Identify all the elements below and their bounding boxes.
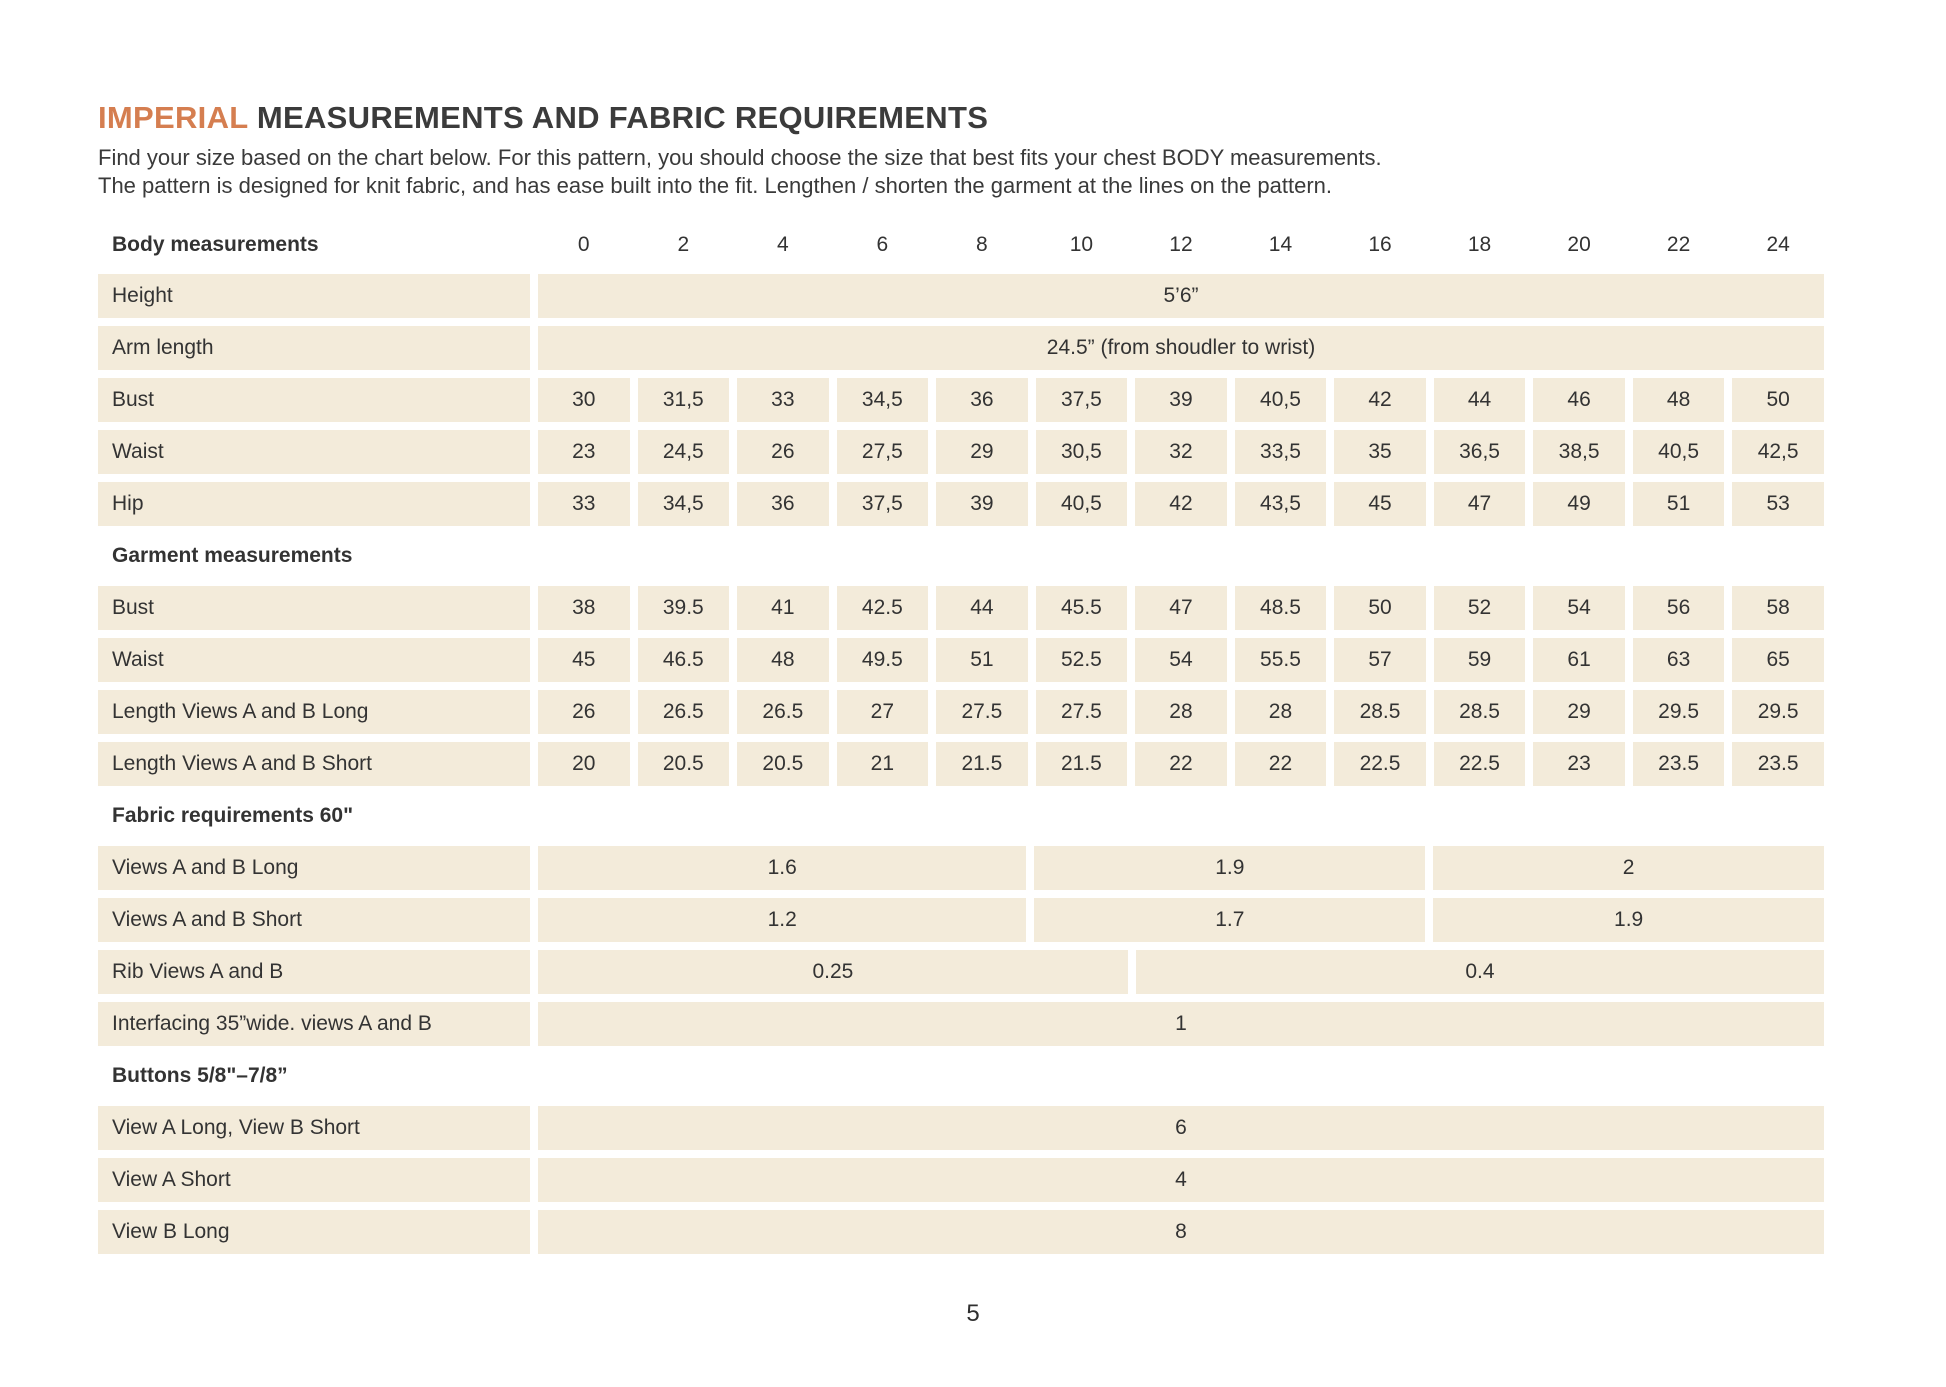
value-cell: 45: [1334, 482, 1426, 526]
value-cell: 32: [1135, 430, 1227, 474]
merged-value-cell: 24.5” (from shoudler to wrist): [538, 326, 1824, 370]
row-view-b-long: [98, 1210, 1824, 1254]
size-col-header: 6: [876, 233, 889, 256]
value-cell: 50: [1334, 586, 1426, 630]
value-cell: 37,5: [1036, 378, 1128, 422]
value-cell: 22: [1235, 742, 1327, 786]
value-cell: 28.5: [1334, 690, 1426, 734]
row-interfacing: [98, 1002, 1824, 1046]
value-cell: 51: [936, 638, 1028, 682]
value-cell: 49: [1533, 482, 1625, 526]
value-cell: 47: [1135, 586, 1227, 630]
value-cell: 29.5: [1732, 690, 1824, 734]
size-col-header: 16: [1368, 233, 1392, 256]
content: [98, 100, 1824, 1262]
merged-value-cell: 8: [538, 1210, 1824, 1254]
row-label: Bust: [98, 378, 530, 422]
value-cell: 47: [1434, 482, 1526, 526]
value-cell: 28: [1235, 690, 1327, 734]
intro-line-2: The pattern is designed for knit fabric, and has ease built into the fit. Lengthen / shorten the garment at the lines on the pattern.: [98, 173, 1332, 198]
row-label: Waist: [98, 638, 530, 682]
merged-value-cell: 1.9: [1034, 846, 1425, 890]
header-label: Body measurements: [112, 233, 319, 256]
value-cell: 59: [1434, 638, 1526, 682]
row-label: Hip: [98, 482, 530, 526]
merged-value-cell: 1.9: [1433, 898, 1824, 942]
value-cell: 55.5: [1235, 638, 1327, 682]
value-cell: 22.5: [1334, 742, 1426, 786]
value-cell: 33: [538, 482, 630, 526]
value-cell: 38: [538, 586, 630, 630]
value-cell: 23: [1533, 742, 1625, 786]
size-col-header: 18: [1467, 233, 1492, 256]
value-cell: 48.5: [1235, 586, 1327, 630]
size-col-header: 24: [1766, 233, 1790, 256]
size-header-cells: [538, 233, 1824, 257]
section-heading-fabric: Fabric requirements 60": [112, 804, 354, 827]
value-cell: 48: [1633, 378, 1725, 422]
value-cell: 20.5: [737, 742, 829, 786]
value-cell: 26.5: [638, 690, 730, 734]
size-col-header: 4: [776, 233, 789, 256]
value-cell: 52.5: [1036, 638, 1128, 682]
value-cell: 34,5: [638, 482, 730, 526]
row-buttons-a-long-b-short: [98, 1106, 1824, 1150]
value-cell: 28: [1135, 690, 1227, 734]
value-cell: 40,5: [1036, 482, 1128, 526]
value-cell: 35: [1334, 430, 1426, 474]
value-cell: 40,5: [1633, 430, 1725, 474]
row-view-a-short: [98, 1158, 1824, 1202]
value-cell: 42,5: [1732, 430, 1824, 474]
row-bust-body: [98, 378, 1824, 422]
row-length-long: [98, 690, 1824, 734]
value-cell: 54: [1135, 638, 1227, 682]
value-cell: 50: [1732, 378, 1824, 422]
value-cell: 41: [737, 586, 829, 630]
value-cell: 37,5: [837, 482, 929, 526]
value-cell: 26: [737, 430, 829, 474]
merged-value-cell: 0.25: [538, 950, 1128, 994]
merged-value-cell: 4: [538, 1158, 1824, 1202]
value-cell: 27: [837, 690, 929, 734]
value-cell: 26: [538, 690, 630, 734]
row-label: View B Long: [98, 1210, 530, 1254]
row-bust-garment: [98, 586, 1824, 630]
row-label: Waist: [98, 430, 530, 474]
size-col-header: 22: [1666, 233, 1691, 256]
page-title-rest: MEASUREMENTS AND FABRIC REQUIREMENTS: [256, 100, 989, 135]
row-hip: [98, 482, 1824, 526]
value-cell: 49.5: [837, 638, 929, 682]
value-cell: 20.5: [638, 742, 730, 786]
row-label: Views A and B Short: [98, 898, 530, 942]
value-cell: 38,5: [1533, 430, 1625, 474]
value-cell: 23.5: [1732, 742, 1824, 786]
value-cell: 58: [1732, 586, 1824, 630]
value-cell: 44: [936, 586, 1028, 630]
value-cell: 22.5: [1434, 742, 1526, 786]
row-label: Length Views A and B Short: [98, 742, 530, 786]
value-cell: 21.5: [1036, 742, 1128, 786]
value-cell: 33,5: [1235, 430, 1327, 474]
size-table: [98, 226, 1824, 1254]
value-cell: 43,5: [1235, 482, 1327, 526]
row-waist-garment: [98, 638, 1824, 682]
size-col-header: 0: [577, 233, 590, 256]
value-cell: 51: [1633, 482, 1725, 526]
value-cell: 27,5: [837, 430, 929, 474]
value-cell: 21.5: [936, 742, 1028, 786]
row-waist-body: [98, 430, 1824, 474]
value-cell: 29: [936, 430, 1028, 474]
value-cell: 46.5: [638, 638, 730, 682]
value-cell: 36: [936, 378, 1028, 422]
value-cell: 21: [837, 742, 929, 786]
row-label: Views A and B Long: [98, 846, 530, 890]
value-cell: 42: [1334, 378, 1426, 422]
value-cell: 20: [538, 742, 630, 786]
row-rib: [98, 950, 1824, 994]
page-title: [98, 100, 1824, 136]
value-cell: 26.5: [737, 690, 829, 734]
section-heading-garment: Garment measurements: [112, 544, 353, 567]
value-cell: 30,5: [1036, 430, 1128, 474]
row-label: Height: [98, 274, 530, 318]
value-cell: 42: [1135, 482, 1227, 526]
row-label: Interfacing 35”wide. views A and B: [98, 1002, 530, 1046]
page-number: 5: [966, 1300, 980, 1327]
size-col-header: 14: [1268, 233, 1293, 256]
value-cell: 29: [1533, 690, 1625, 734]
value-cell: 54: [1533, 586, 1625, 630]
value-cell: 53: [1732, 482, 1824, 526]
row-label: Rib Views A and B: [98, 950, 530, 994]
value-cell: 48: [737, 638, 829, 682]
merged-value-cell: 1.6: [538, 846, 1026, 890]
value-cell: 42.5: [837, 586, 929, 630]
value-cell: 23: [538, 430, 630, 474]
value-cell: 63: [1633, 638, 1725, 682]
row-label: View A Long, View B Short: [98, 1106, 530, 1150]
row-views-long: [98, 846, 1824, 890]
size-col-header: 8: [976, 233, 988, 256]
value-cell: 44: [1434, 378, 1526, 422]
row-views-short: [98, 898, 1824, 942]
size-col-header: 12: [1169, 233, 1193, 256]
page-title-highlight: IMPERIAL: [98, 100, 248, 135]
merged-value-cell: 1: [538, 1002, 1824, 1046]
value-cell: 45: [538, 638, 630, 682]
header-row: [98, 226, 1824, 264]
row-arm-length: [98, 326, 1824, 370]
value-cell: 22: [1135, 742, 1227, 786]
value-cell: 23.5: [1633, 742, 1725, 786]
size-col-header: 10: [1069, 233, 1094, 256]
intro-line-1: Find your size based on the chart below. For this pattern, you should choose the size that best fits your chest BODY measurements.: [98, 145, 1382, 170]
value-cell: 40,5: [1235, 378, 1327, 422]
merged-value-cell: 1.7: [1034, 898, 1425, 942]
value-cell: 24,5: [638, 430, 730, 474]
row-label: Bust: [98, 586, 530, 630]
merged-value-cell: 0.4: [1136, 950, 1824, 994]
value-cell: 61: [1533, 638, 1625, 682]
row-label: Length Views A and B Long: [98, 690, 530, 734]
value-cell: 46: [1533, 378, 1625, 422]
value-cell: 65: [1732, 638, 1824, 682]
value-cell: 36: [737, 482, 829, 526]
row-label: Arm length: [98, 326, 530, 370]
value-cell: 33: [737, 378, 829, 422]
value-cell: 30: [538, 378, 630, 422]
value-cell: 56: [1633, 586, 1725, 630]
value-cell: 52: [1434, 586, 1526, 630]
merged-value-cell: 1.2: [538, 898, 1026, 942]
value-cell: 34,5: [837, 378, 929, 422]
value-cell: 45.5: [1036, 586, 1128, 630]
value-cell: 39.5: [638, 586, 730, 630]
size-col-header: 2: [677, 233, 690, 256]
row-label: View A Short: [98, 1158, 530, 1202]
value-cell: 36,5: [1434, 430, 1526, 474]
row-height: [98, 274, 1824, 318]
row-length-short: [98, 742, 1824, 786]
value-cell: 31,5: [638, 378, 730, 422]
value-cell: 29.5: [1633, 690, 1725, 734]
value-cell: 27.5: [1036, 690, 1128, 734]
value-cell: 57: [1334, 638, 1426, 682]
merged-value-cell: 5’6”: [538, 274, 1824, 318]
merged-value-cell: 6: [538, 1106, 1824, 1150]
value-cell: 28.5: [1434, 690, 1526, 734]
merged-value-cell: 2: [1433, 846, 1824, 890]
value-cell: 27.5: [936, 690, 1028, 734]
value-cell: 39: [1135, 378, 1227, 422]
size-col-header: 20: [1567, 233, 1591, 256]
value-cell: 39: [936, 482, 1028, 526]
section-heading-buttons: Buttons 5/8"–7/8”: [112, 1064, 288, 1087]
